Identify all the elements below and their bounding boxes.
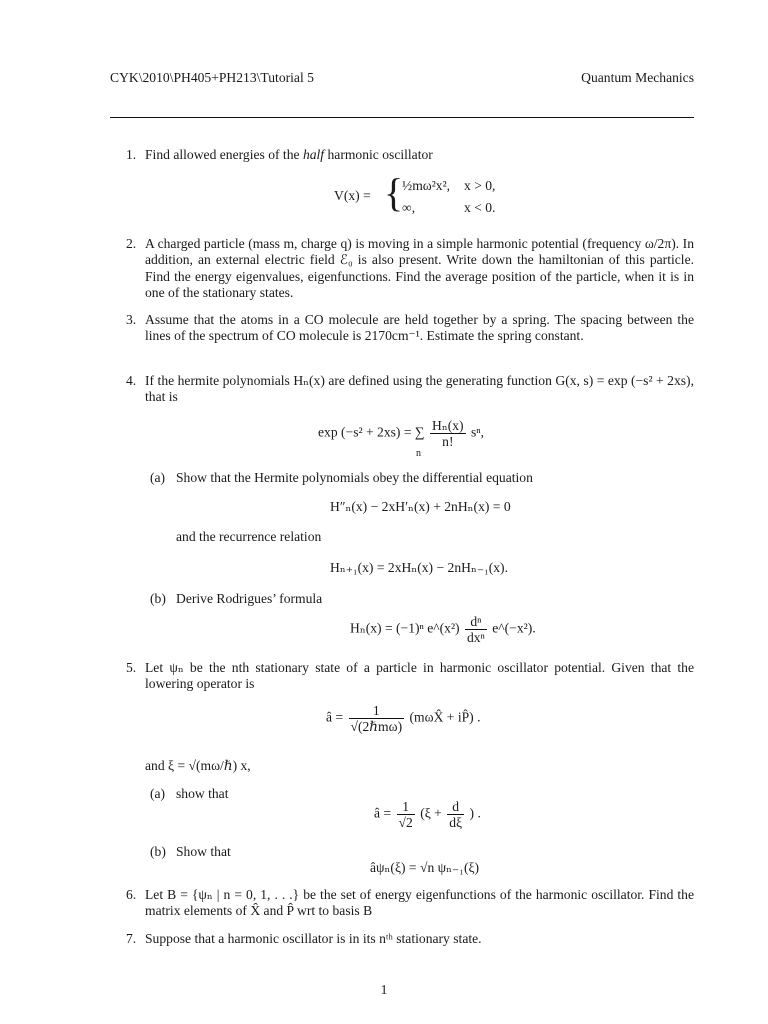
fraction (465, 614, 487, 645)
header-subject: Quantum Mechanics (581, 70, 694, 85)
equation-lhs: V(x) = (334, 188, 371, 203)
question-text (145, 147, 694, 163)
question-number: 4. (126, 373, 137, 388)
subpart-label: (a) (150, 470, 166, 485)
fraction (447, 799, 464, 830)
question-4a (150, 470, 533, 486)
equation-lhs: exp (−s² + 2xs) = ∑ (318, 424, 425, 440)
denominator: dξ (449, 815, 463, 830)
question-number: 5. (126, 660, 137, 675)
question-text-emphasis: half (302, 147, 325, 162)
fraction (397, 799, 415, 830)
subpart-text: Derive Rodrigues’ formula (176, 591, 323, 606)
subpart-connector-text: and the recurrence relation (176, 529, 322, 544)
subpart-label: (a) (150, 786, 166, 801)
case-1-condition: x > 0, (464, 178, 496, 193)
numerator: 1 (349, 703, 405, 719)
denominator: n! (442, 434, 454, 449)
question-number: 2. (126, 236, 137, 251)
equation-a-in-xi (374, 799, 481, 830)
equation-generating-function (318, 418, 484, 449)
denominator: dxⁿ (466, 630, 485, 645)
case-brace: { (384, 170, 404, 215)
case-1-value: ½mω²x², (402, 178, 451, 193)
denominator: √2 (398, 815, 413, 830)
question-number: 3. (126, 312, 137, 327)
question-2 (126, 236, 694, 302)
equation-tail: (mωX̂ + iP̂) . (409, 709, 481, 725)
page-number: 1 (380, 982, 388, 997)
question-4b (150, 591, 322, 607)
question-text-part: Find allowed energies of the (145, 147, 303, 162)
subpart-text: Show that the Hermite polynomials obey the differential equation (176, 470, 533, 485)
question-number: 6. (126, 887, 137, 902)
question-text: If the hermite polynomials Hₙ(x) are defined using the generating function G(x, s) = exp (−s² + 2xs), that is (145, 373, 694, 405)
sum-index: n (416, 448, 421, 459)
question-5 (126, 660, 694, 694)
question-text: Let B = {ψₙ | n = 0, 1, . . .} be the set of energy eigenfunctions of the harmonic oscillator. Find the matrix elements of X̂ and P̂ wrt to basis B (145, 887, 694, 919)
numerator: dⁿ (465, 614, 487, 630)
header-rule (110, 117, 694, 118)
question-text-part: harmonic oscillator (324, 147, 433, 162)
equation-lhs: â = (326, 709, 344, 725)
subpart-text: Show that (176, 844, 231, 859)
subpart-text: show that (176, 786, 229, 801)
question-6 (126, 887, 694, 921)
question-5a (150, 786, 228, 802)
question-text: A charged particle (mass m, charge q) is moving in a simple harmonic potential (frequency ω/2π). In addition, an external electric field ℰ₀ is also present. Write down the hamiltonian of this particle. Find the energy eigenvalues, eigenfunctions. Find the average position of the particle, when it is in one of the stationary states. (145, 236, 694, 301)
case-2-condition: x < 0. (464, 200, 496, 215)
question-text: Assume that the atoms in a CO molecule are held together by a spring. The spacing between the lines of the spectrum of CO molecule is 2170cm⁻¹. Estimate the spring constant. (145, 312, 694, 344)
equation-recurrence: Hₙ₊₁(x) = 2xHₙ(x) − 2nHₙ₋₁(x). (330, 560, 508, 575)
question-number: 7. (126, 931, 137, 946)
numerator: Hₙ(x) (432, 418, 464, 433)
equation-lhs: Hₙ(x) = (−1)ⁿ e^(x²) (350, 620, 460, 636)
numerator: 1 (397, 799, 415, 815)
subpart-label: (b) (150, 591, 166, 606)
fraction (430, 418, 466, 449)
equation-tail: (ξ + (420, 805, 442, 821)
numerator: d (447, 799, 464, 815)
case-2-value: ∞, (402, 200, 416, 215)
equation-hermite-ode: H″ₙ(x) − 2xH′ₙ(x) + 2nHₙ(x) = 0 (330, 499, 511, 514)
question-text: Suppose that a harmonic oscillator is in its nᵗʰ stationary state. (145, 931, 482, 946)
question-number: 1. (126, 147, 137, 162)
question-text: Let ψₙ be the nth stationary state of a particle in harmonic oscillator potential. Given that the lowering operator is (145, 660, 694, 692)
xi-definition: and ξ = √(mω/ℏ) x, (145, 758, 251, 773)
denominator: √(2ℏmω) (350, 719, 403, 734)
equation-rodrigues (350, 614, 536, 645)
header-course-path: CYK\2010\PH405+PH213\Tutorial 5 (110, 70, 314, 85)
subpart-label: (b) (150, 844, 166, 859)
question-3 (126, 312, 694, 362)
question-7 (126, 931, 694, 949)
fraction (349, 703, 405, 734)
equation-tail: sⁿ, (471, 424, 484, 440)
question-4 (126, 373, 694, 407)
equation-lowering-operator (326, 703, 481, 734)
equation-tail: ) . (469, 805, 481, 821)
equation-lowering-action: âψₙ(ξ) = √n ψₙ₋₁(ξ) (370, 860, 480, 875)
question-5b (150, 844, 231, 860)
equation-lhs: â = (374, 805, 392, 821)
equation-tail: e^(−x²). (492, 620, 536, 636)
